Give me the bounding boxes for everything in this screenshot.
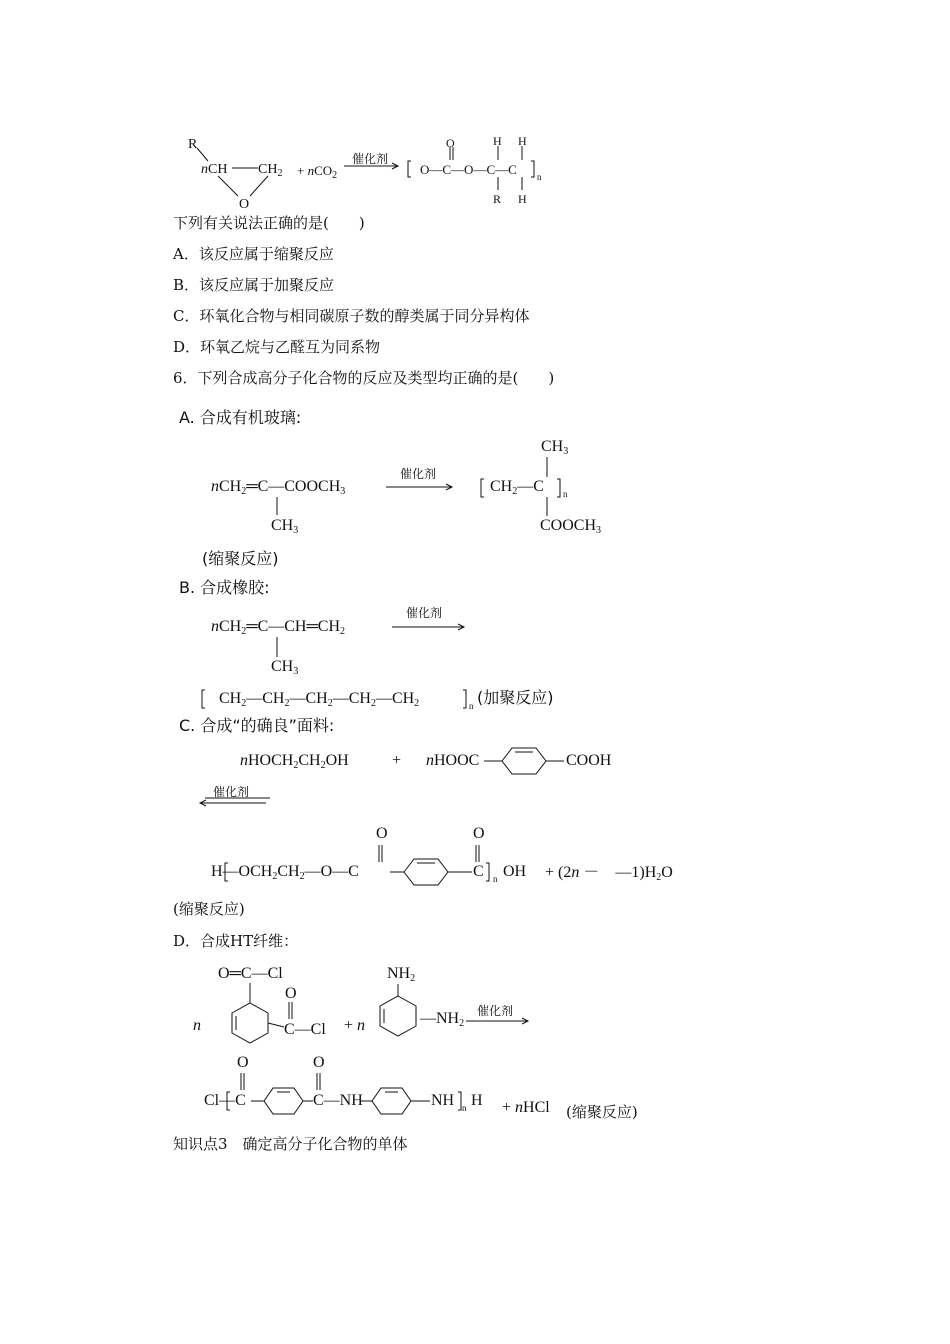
n-subscript: n	[537, 172, 542, 182]
q6d-benzene-2	[380, 996, 416, 1036]
q6d-product-o1: O	[237, 1054, 249, 1071]
q6b-open-bracket	[202, 690, 205, 708]
q6a-reactant-methyl: $CH_3$	[271, 517, 299, 536]
q6d-n: n	[462, 1103, 467, 1113]
q6b-reactant: $nCH_2═C—CH═CH_2$	[211, 618, 346, 637]
catalyst-label: 催化剂	[352, 152, 389, 166]
q5-option-c: C．环氧化合物与相同碳原子数的醇类属于同分异构体	[173, 307, 530, 325]
q6d-plus-n: + n	[344, 1017, 366, 1034]
h-bottom: H	[518, 192, 527, 206]
q6b-reactant-methyl: $CH_3$	[271, 658, 299, 677]
q6b-type: (加聚反应)	[477, 688, 554, 707]
q6c-water: + (2n － $—1)H_2O$	[545, 864, 673, 883]
plus-nco2: + nCO$_2$	[297, 163, 338, 181]
q6c-product-right: C	[473, 863, 484, 880]
q6d-acyl-o: O	[285, 985, 297, 1002]
q6d-product-mid: C—NH	[313, 1092, 363, 1109]
q6a-product: $CH_2—C$	[490, 478, 544, 497]
q6a-product-ester: $COOCH_3$	[540, 517, 602, 536]
q6d-n-prefix: n	[193, 1017, 201, 1034]
q6a-n: n	[563, 489, 568, 499]
q6d-catalyst: 催化剂	[477, 1004, 514, 1018]
q6d-close-bracket	[458, 1092, 461, 1110]
q6c-product-o1: O	[376, 825, 388, 842]
r-bottom: R	[493, 192, 502, 206]
epoxide-ch2: $CH_2$	[258, 162, 283, 179]
r-bond	[197, 148, 208, 161]
close-bracket	[531, 161, 534, 177]
q6a-close-bracket	[557, 479, 560, 497]
q6c-title: C. 合成“的确良”面料:	[179, 716, 335, 735]
q6c-type: (缩聚反应)	[173, 900, 245, 918]
q6a-reactant: $nCH_2═C—COOCH_3$	[211, 478, 346, 497]
q6d-nh2-side: $—NH_2$	[420, 1010, 465, 1029]
q6d-bond-side	[268, 1023, 284, 1027]
q6d-product-o2: O	[313, 1054, 325, 1071]
epoxide-co-bond-2	[250, 176, 268, 196]
h-top-1: H	[493, 134, 502, 148]
q6d-product-nh: NH	[431, 1092, 455, 1109]
polycarbonate: O—C—O—C—C	[420, 162, 517, 177]
q6b-close-bracket	[463, 690, 466, 708]
q6c-close-bracket	[486, 863, 489, 881]
open-bracket	[408, 161, 411, 177]
q6b-title: B. 合成橡胶:	[179, 578, 270, 597]
q6b-product: $CH_2—CH_2—CH_2—CH_2—CH_2$	[219, 690, 420, 709]
q6d-open-bracket	[227, 1092, 230, 1110]
q6-stem: 6．下列合成高分子化合物的反应及类型均正确的是( )	[173, 369, 555, 387]
q6c-reactant2-left: nHOOC	[426, 752, 480, 769]
q5-option-a: A．该反应属于缩聚反应	[173, 245, 334, 263]
epoxide-ch: nCH	[201, 162, 228, 177]
q5-option-b: B．该反应属于加聚反应	[173, 276, 335, 294]
q6c-plus: +	[392, 752, 402, 769]
q6c-open-bracket	[225, 863, 228, 881]
h-top-2: H	[518, 134, 527, 148]
q6c-n: n	[493, 874, 498, 884]
r-group: R	[188, 137, 198, 152]
q6a-product-methyl: $CH_3$	[541, 438, 569, 457]
q6c-product-left: $H—OCH_2CH_2—O—C$	[211, 863, 359, 882]
carbonyl-o: O	[446, 136, 455, 150]
q6a-type: (缩聚反应)	[202, 549, 279, 568]
q6d-type: (缩聚反应)	[566, 1103, 638, 1121]
q6a-title: A. 合成有机玻璃:	[179, 408, 302, 427]
q6d-nh2-top: $NH_2$	[387, 965, 416, 984]
q6d-acyl-side: C—Cl	[284, 1021, 326, 1038]
epoxide-co-bond-1	[218, 176, 238, 196]
q6a-open-bracket	[481, 479, 484, 497]
q6c-reactant1: $nHOCH_2CH_2OH$	[240, 752, 349, 771]
q6d-hcl: + nHCl	[502, 1099, 550, 1116]
q6d-benzene-1	[232, 1003, 268, 1043]
q6b-n: n	[469, 701, 474, 711]
section-heading: 知识点3 确定高分子化合物的单体	[173, 1135, 408, 1153]
q6b-catalyst: 催化剂	[406, 606, 443, 620]
q6c-product-o2: O	[473, 825, 485, 842]
q6c-catalyst: 催化剂	[213, 785, 250, 799]
epoxide-o: O	[239, 197, 250, 212]
q5-stem: 下列有关说法正确的是( )	[173, 214, 365, 232]
q6c-reactant2-right: COOH	[566, 752, 612, 769]
q6d-acyl-top: O═C—Cl	[218, 965, 283, 982]
q5-option-d: D．环氧乙烷与乙醛互为同系物	[173, 338, 381, 356]
q6d-title: D．合成HT纤维：	[173, 932, 299, 950]
q6c-oh: OH	[503, 863, 527, 880]
q6d-product-cl: Cl—C	[204, 1092, 246, 1109]
q6a-catalyst: 催化剂	[400, 467, 437, 481]
q6d-h: H	[471, 1092, 483, 1109]
